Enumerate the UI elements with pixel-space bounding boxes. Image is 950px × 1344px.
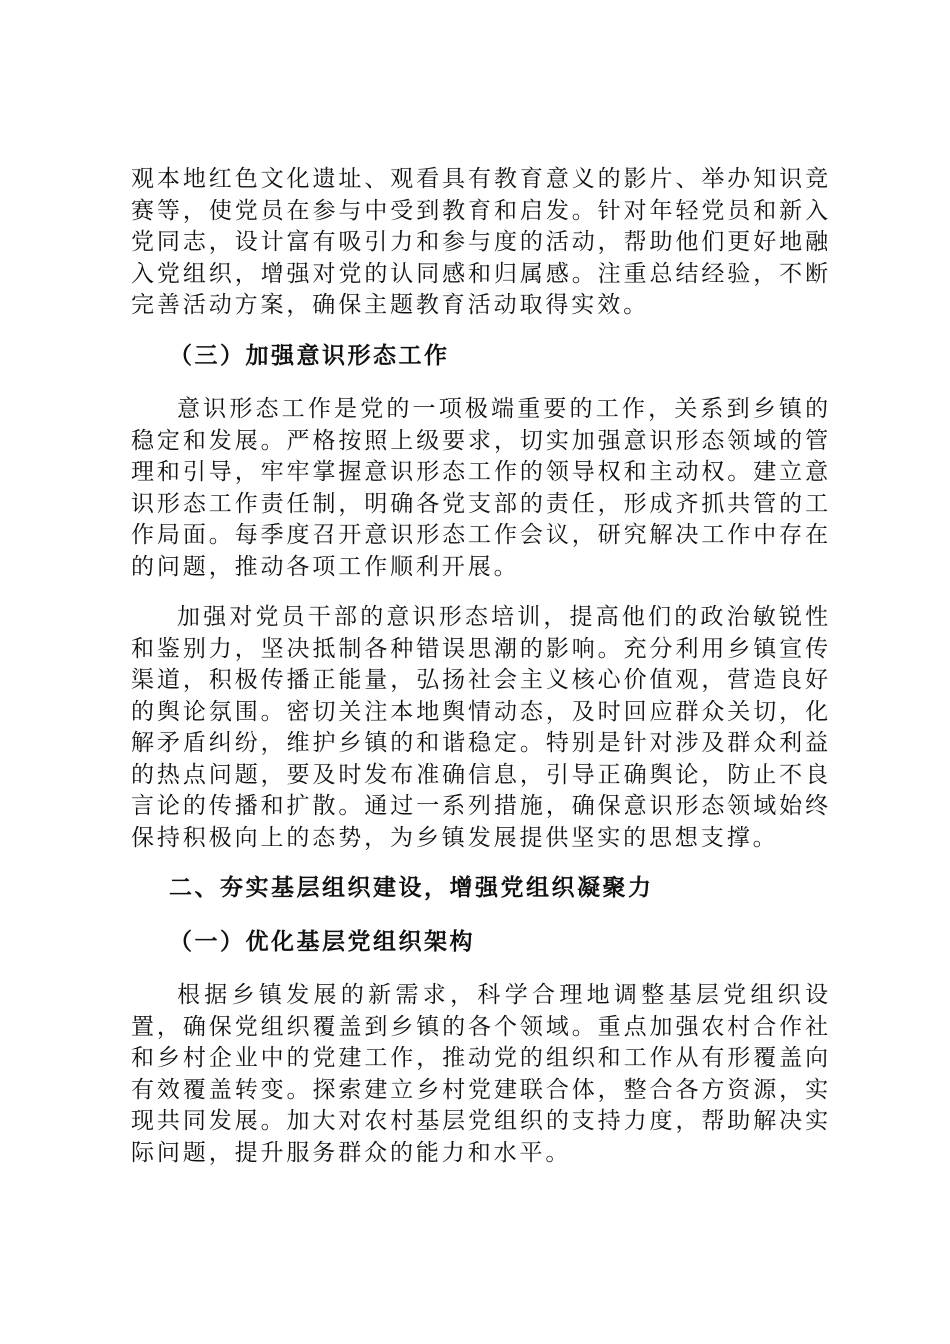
paragraph-ideology-training: 加强对党员干部的意识形态培训，提高他们的政治敏锐性和鉴别力，坚决抵制各种错误思潮的影响。充分利用乡镇宣传渠道，积极传播正能量，弘扬社会主义核心价值观，营造良好的舆论氛围。密切关注本地舆情动态，及时回应群众关切，化解矛盾纠纷，维护乡镇的和谐稳定。特别是针对涉及群众利益的热点问题，要及时发布准确信息，引导正确舆论，防止不良言论的传播和扩散。通过一系列措施，确保意识形态领域始终保持积极向上的态势，为乡镇发展提供坚实的思想支撑。 bbox=[131, 604, 831, 851]
section-heading-structure: （一）优化基层党组织架构 bbox=[169, 928, 475, 955]
section-heading-ideology: （三）加强意识形态工作 bbox=[169, 342, 450, 369]
paragraph-ideology-responsibility: 意识形态工作是党的一项极端重要的工作，关系到乡镇的稳定和发展。严格按照上级要求，切实加强意识形态领域的管理和引导，牢牢掌握意识形态工作的领导权和主动权。建立意识形态工作责任制，明确各党支部的责任，形成齐抓共管的工作局面。每季度召开意识形态工作会议，研究解决工作中存在的问题，推动各项工作顺利开展。 bbox=[131, 396, 831, 580]
paragraph-continuation: 观本地红色文化遗址、观看具有教育意义的影片、举办知识竞赛等，使党员在参与中受到教育和启发。针对年轻党员和新入党同志，设计富有吸引力和参与度的活动，帮助他们更好地融入党组织，增强对党的认同感和归属感。注重总结经验，不断完善活动方案，确保主题教育活动取得实效。 bbox=[131, 166, 831, 318]
chapter-heading-grassroots: 二、夯实基层组织建设，增强党组织凝聚力 bbox=[169, 875, 654, 901]
document-body bbox=[131, 164, 831, 1188]
paragraph-structure-optimization: 根据乡镇发展的新需求，科学合理地调整基层党组织设置，确保党组织覆盖到乡镇的各个领域。重点加强农村合作社和乡村企业中的党建工作，推动党的组织和工作从有形覆盖向有效覆盖转变。探索建立乡村党建联合体，整合各方资源，实现共同发展。加大对农村基层党组织的支持力度，帮助解决实际问题，提升服务群众的能力和水平。 bbox=[131, 982, 831, 1166]
